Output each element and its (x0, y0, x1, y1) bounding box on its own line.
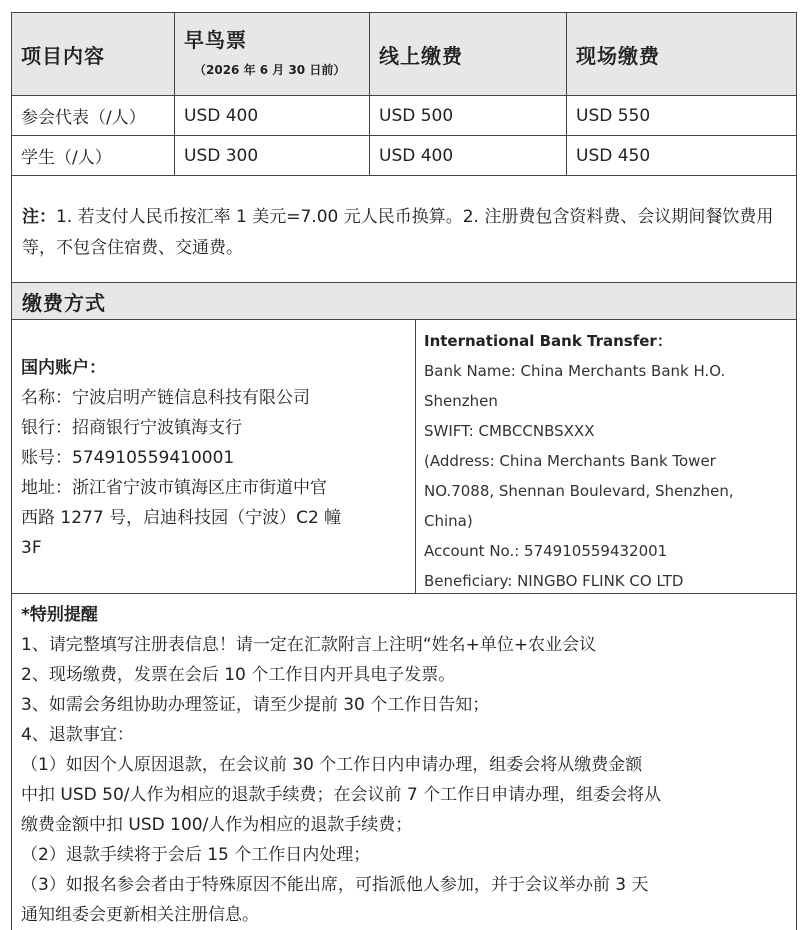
fee-table-header (12, 13, 796, 96)
fee-note-label: 注： (22, 207, 56, 227)
header-onsite-label: 现场缴费 (576, 43, 660, 68)
domestic-account-line: 银行：招商银行宁波镇海支行 (21, 418, 242, 438)
international-account-line: Account No.: 574910559432001 (424, 542, 668, 560)
domestic-account-line: 地址：浙江省宁波市镇海区庄市街道中官 (21, 478, 327, 498)
reminder-line: 3、如需会务组协助办理签证，请至少提前 30 个工作日告知； (21, 695, 490, 715)
international-account (416, 320, 796, 593)
fee-note-body: 1. 若支付人民币按汇率 1 美元=7.00 元人民币换算。2. 注册费包含资料费、会议期间餐饮费用等，不包含住宿费、交通费。 (22, 207, 774, 258)
international-account-line: Beneficiary: NINGBO FLINK CO LTD (424, 572, 684, 590)
refund-line: （1）如因个人原因退款，在会议前 30 个工作日内申请办理，组委会将从缴费金额 (21, 755, 643, 775)
refund-line: 通知组委会更新相关注册信息。 (21, 905, 259, 925)
header-online (370, 13, 567, 95)
domestic-account (12, 320, 416, 593)
registration-fee-document (11, 12, 797, 930)
fee-online-cell: USD 400 (370, 136, 567, 175)
header-early-bird (175, 13, 370, 95)
international-account-line: Shenzhen (424, 392, 498, 410)
international-account-line: NO.7088, Shennan Boulevard, Shenzhen, (424, 482, 734, 500)
fee-note (12, 176, 796, 283)
refund-line: （2）退款手续将于会后 15 个工作日内处理； (21, 845, 371, 865)
header-early-bird-label: 早鸟票 (184, 28, 247, 52)
header-item-label: 项目内容 (21, 43, 105, 68)
fee-onsite-cell: USD 450 (576, 145, 651, 166)
domestic-account-line: 名称：宁波启明产链信息科技有限公司 (21, 388, 310, 408)
table-row (12, 136, 796, 176)
refund-line: 中扣 USD 50/人作为相应的退款手续费；在会议前 7 个工作日申请办理，组委会将从 (21, 785, 662, 805)
header-onsite (567, 13, 796, 95)
domestic-account-heading: 国内账户： (21, 358, 106, 378)
payment-section-title-text: 缴费方式 (22, 290, 106, 315)
refund-line: （3）如报名参会者由于特殊原因不能出席，可指派他人参加，并于会议举办前 3 天 (21, 875, 649, 895)
payment-section-title (12, 283, 796, 320)
payment-accounts (12, 320, 796, 594)
domestic-account-line: 西路 1277 号，启迪科技园（宁波）C2 幢 (21, 508, 342, 528)
reminder-line: 1、请完整填写注册表信息！请一定在汇款附言上注明“姓名+单位+农业会议 (21, 635, 597, 655)
reminder-line: 4、退款事宜： (21, 725, 134, 745)
domestic-account-line: 账号：574910559410001 (21, 448, 235, 468)
reminder-line: 2、现场缴费，发票在会后 10 个工作日内开具电子发票。 (21, 665, 456, 685)
special-reminder (12, 600, 796, 930)
header-online-label: 线上缴费 (379, 43, 463, 68)
domestic-account-line: 3F (21, 538, 42, 558)
refund-line: 缴费金额中扣 USD 100/人作为相应的退款手续费； (21, 815, 413, 835)
fee-early-bird-cell: USD 300 (175, 136, 370, 175)
fee-item-cell: 参会代表（/人） (12, 96, 175, 135)
special-reminder-heading: *特别提醒 (21, 605, 98, 625)
fee-item-cell: 学生（/人） (12, 136, 175, 175)
fee-early-bird-cell: USD 400 (175, 96, 370, 135)
international-account-heading: International Bank Transfer： (424, 332, 672, 350)
table-row (12, 96, 796, 136)
international-account-line: Bank Name: China Merchants Bank H.O. (424, 362, 726, 380)
fee-onsite-cell: USD 550 (576, 105, 651, 126)
fee-online-cell: USD 500 (370, 96, 567, 135)
header-item (12, 13, 175, 95)
international-account-line: (Address: China Merchants Bank Tower (424, 452, 716, 470)
fee-note-text (22, 176, 786, 264)
international-account-line: China) (424, 512, 473, 530)
international-account-line: SWIFT: CMBCCNBSXXX (424, 422, 595, 440)
header-early-bird-deadline: （2026 年 6 月 30 日前） (194, 63, 346, 77)
